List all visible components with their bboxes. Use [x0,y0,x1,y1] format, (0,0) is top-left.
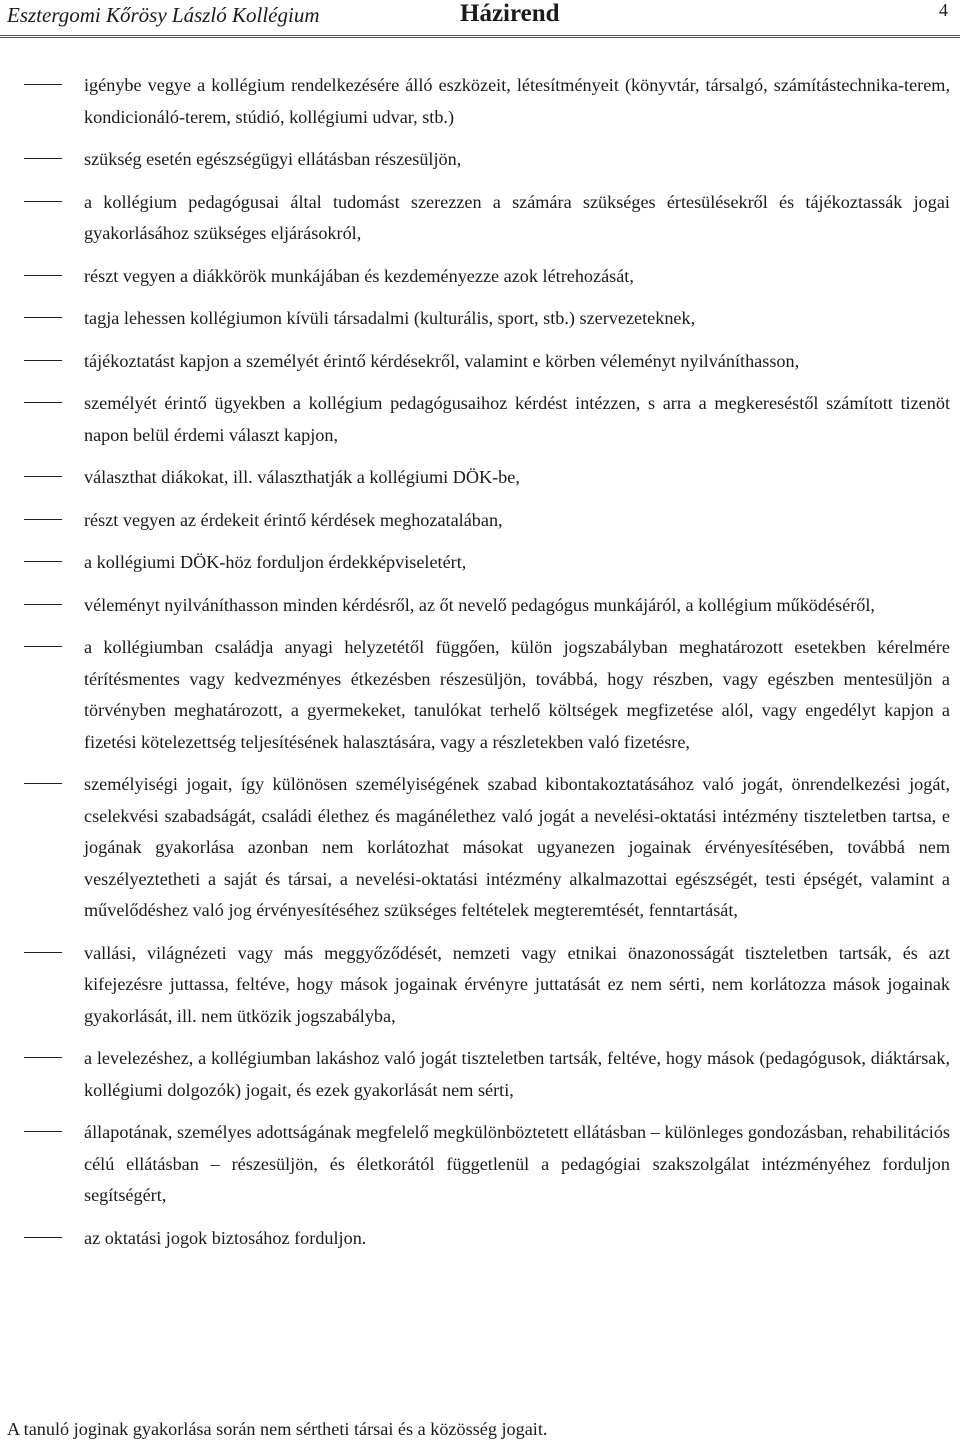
dash-bullet-icon [24,561,62,562]
list-item [0,590,960,622]
dash-bullet-icon [24,1057,62,1058]
list-item-text: a kollégium pedagógusai által tudomást szerezzen a számára szükséges értesülésekről és tájékoztassák jogai gyakorlásához szükséges eljárásokról, [84,191,950,243]
list-item-text: szükség esetén egészségügyi ellátásban részesüljön, [84,149,462,169]
list-item-text: a levelezéshez, a kollégiumban lakáshoz való jogát tiszteletben tartsák, feltéve, hogy mások (pedagógusok, diáktársak, kollégiumi dolgozók) jogait, és ezek gyakorlását nem sérti, [84,1048,950,1100]
list-item-text: személyét érintő ügyekben a kollégium pedagógusaihoz kérdést intézzen, s arra a megkereséstől számított tizenöt napon belül érdemi választ kapjon, [84,393,950,445]
list-item-text: részt vegyen a diákkörök munkájában és kezdeményezze azok létrehozását, [84,265,634,286]
list-item [0,938,960,1033]
list-item [0,303,960,335]
list-item-text: állapotának, személyes adottságának megfelelő megkülönböztetett ellátásban – különleges gondozásban, rehabilitációs célú ellátásban – részesüljön, és életkorától függetlenül a pedagógiai szakszolgálat intézményéhez forduljon segítségért, [84,1122,950,1205]
dash-bullet-icon [24,519,62,520]
list-item-text: a kollégiumi DÖK-höz forduljon érdekképviseletért, [84,552,467,572]
list-item-text: az oktatási jogok biztosához forduljon. [84,1227,367,1248]
list-item [0,1043,960,1106]
list-item [0,505,960,537]
closing-statement: A tanuló joginak gyakorlása során nem sértheti társai és a közösség jogait. [7,1419,548,1439]
dash-bullet-icon [24,476,62,477]
list-item-text: választhat diákokat, ill. választhatják a kollégiumi DÖK-be, [84,467,520,487]
list-item [0,70,960,133]
dash-bullet-icon [24,360,62,361]
list-item-text: tagja lehessen kollégiumon kívüli társadalmi (kulturális, sport, stb.) szervezeteknek, [84,308,696,328]
list-item [0,187,960,250]
dash-bullet-icon [24,646,62,647]
list-item-text: személyiségi jogait, így különösen személyiségének szabad kibontakoztatásához való jogát, önrendelkezési jogát, cselekvési szabadságát, családi élethez és magánélethez való jogát a nevelési-oktatási intézmény tiszteletben tartsa, e jogának gyakorlása azonban nem korlátozhat másokat ugyanezen jogainak érvényesítésében, továbbá nem veszélyeztetheti a saját és társai, a nevelési-oktatási intézmény alkalmazottai egészségét, testi épségét, valamint a művelődéshez való jog érvényesítéséhez szükséges feltételek megteremtését, fenntartását, [84,774,950,920]
list-item-text: igénybe vegye a kollégium rendelkezésére álló eszközeit, létesítményeit (könyvtár, társalgó, számítástechnika-terem, kondicionáló-terem, stúdió, kollégiumi udvar, stb.) [84,75,950,127]
list-item-text: tájékoztatást kapjon a személyét érintő kérdésekről, valamint e körben véleményt nyilváníthasson, [84,350,800,371]
page-number: 4 [939,0,948,20]
dash-bullet-icon [24,1237,62,1238]
rights-list [0,70,960,1265]
dash-bullet-icon [24,317,62,318]
list-item [0,144,960,176]
list-item [0,388,960,451]
dash-bullet-icon [24,783,62,784]
list-item-text: véleményt nyilváníthasson minden kérdésről, az őt nevelő pedagógus munkájáról, a kollégium működéséről, [84,594,875,615]
list-item [0,346,960,378]
list-item-text: részt vegyen az érdekeit érintő kérdések meghozatalában, [84,509,503,530]
dash-bullet-icon [24,158,62,159]
dash-bullet-icon [24,402,62,403]
list-item-text: a kollégiumban családja anyagi helyzetétől függően, külön jogszabályban meghatározott esetekben kérelmére térítésmentes vagy kedvezményes étkezésben részesüljön, továbbá, hogy részben, vagy egészben mentesüljön a törvényben meghatározott, a gyermekeket, tanulókat terhelő költségek megfizetése alól, vagy engedélyt kapjon a fizetési kötelezettség teljesítésének halasztására, vagy a részletekben való fizetésre, [84,637,950,752]
header-school-name: Esztergomi Kőrösy László Kollégium [7,3,320,27]
page-header [0,0,960,44]
header-document-title: Házirend [460,0,560,27]
list-item [0,1117,960,1212]
dash-bullet-icon [24,84,62,85]
list-item [0,1223,960,1255]
dash-bullet-icon [24,604,62,605]
dash-bullet-icon [24,952,62,953]
list-item [0,632,960,758]
dash-bullet-icon [24,275,62,276]
dash-bullet-icon [24,1131,62,1132]
list-item-text: vallási, világnézeti vagy más meggyőződését, nemzeti vagy etnikai önazonosságát tiszteletben tartsák, és azt kifejezésre juttassa, feltéve, hogy mások jogainak érvényre juttatását ez nem sérti, nem korlátozza mások jogainak gyakorlását, ill. nem ütközik jogszabályba, [84,942,950,1026]
list-item [0,769,960,927]
list-item [0,547,960,579]
dash-bullet-icon [24,201,62,202]
list-item [0,261,960,293]
list-item [0,462,960,494]
header-divider [0,35,960,38]
